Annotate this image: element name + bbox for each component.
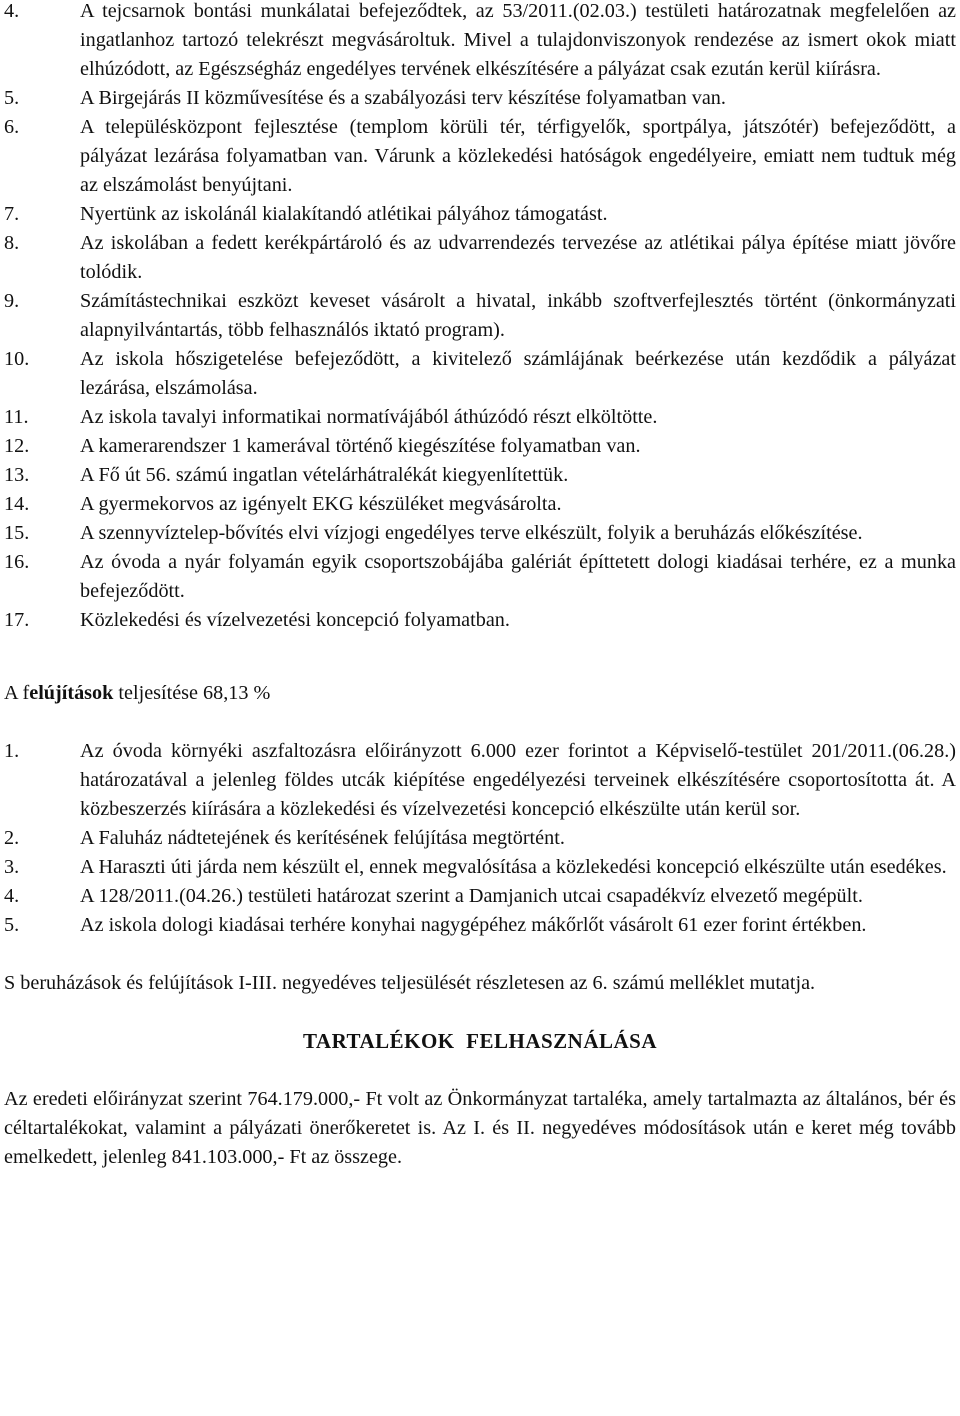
item-number: 3. [4, 856, 20, 878]
item-number: 6. [4, 116, 20, 138]
renovation-heading-bold: elújítások [29, 682, 114, 704]
list-item [4, 229, 956, 287]
item-text: Az iskola tavalyi informatikai normatívájából áthúzódó részt elköltötte. [80, 406, 658, 428]
renovation-heading [4, 679, 956, 708]
item-text: A Faluház nádtetejének és kerítésének felújítása megtörtént. [80, 827, 565, 849]
item-text: Az iskolában a fedett kerékpártároló és az udvarrendezés tervezése az atlétikai pálya építése miatt jövőre tolódik. [80, 232, 956, 283]
item-number: 7. [4, 203, 20, 225]
list-item [4, 824, 956, 853]
list-item [4, 548, 956, 606]
item-text: Nyertünk az iskolánál kialakítandó atlétikai pályához támogatást. [80, 203, 608, 225]
renovation-heading-prefix: A f [4, 682, 30, 704]
item-number: 13. [4, 464, 30, 486]
list-item [4, 0, 956, 84]
item-text: A településközpont fejlesztése (templom körüli tér, térfigyelők, sportpálya, játszótér) befejeződött, a pályázat lezárása folyamatban van. Várunk a közlekedési hatóságok engedélyeire, emiatt nem tudtuk még az elszámolást benyújtani. [80, 116, 956, 196]
item-number: 4. [4, 885, 20, 907]
list-item [4, 519, 956, 548]
item-number: 17. [4, 609, 30, 631]
spacer [4, 998, 956, 1027]
list-item [4, 461, 956, 490]
item-text: A Birgejárás II közművesítése és a szabályozási terv készítése folyamatban van. [80, 87, 726, 109]
item-number: 15. [4, 522, 30, 544]
item-number: 9. [4, 290, 20, 312]
spacer [4, 1056, 956, 1085]
list-item [4, 84, 956, 113]
item-text: Közlekedési és vízelvezetési koncepció folyamatban. [80, 609, 510, 631]
item-text: A tejcsarnok bontási munkálatai befejeződtek, az 53/2011.(02.03.) testületi határozatnak megfelelően az ingatlanhoz tartozó telekrészt megvásároltuk. Mivel a tulajdonviszonyok rendezése az ismert okok miatt elhúzódott, az Egészségház engedélyes tervének elkészítésére a pályázat csak ezután kerül kiírásra. [80, 0, 956, 80]
spacer [4, 708, 956, 737]
spacer [4, 940, 956, 969]
list-item [4, 403, 956, 432]
item-number: 14. [4, 493, 30, 515]
list-item [4, 911, 956, 940]
item-text: Az óvoda környéki aszfaltozásra előirányzott 6.000 ezer forintot a Képviselő-testület 201/2011.(06.28.) határozatával a jelenleg földes utcák kiépítése engedélyezési terveinek elkészítésére csoportosította át. A közbeszerzés kiírására a közlekedési és vízelvezetési koncepció elkészülte után kerül sor. [80, 740, 956, 820]
list-item [4, 490, 956, 519]
item-text: A gyermekorvos az igényelt EKG készüléket megvásárolta. [80, 493, 562, 515]
reserves-paragraph: Az eredeti előirányzat szerint 764.179.000,- Ft volt az Önkormányzat tartaléka, amely tartalmazta az általános, bér és céltartalékokat, valamint a pályázati önerőkeretet is. Az I. és II. negyedéves módosítások után e keret még tovább emelkedett, jelenleg 841.103.000,- Ft az összege. [4, 1088, 956, 1168]
item-text: A szennyvíztelep-bővítés elvi vízjogi engedélyes terve elkészült, folyik a beruházás előkészítése. [80, 522, 863, 544]
list-item [4, 345, 956, 403]
spacer [4, 635, 956, 679]
document-page [4, 0, 956, 1172]
item-number: 8. [4, 232, 20, 254]
item-number: 11. [4, 406, 29, 428]
item-number: 4. [4, 0, 20, 22]
item-text: A kamerarendszer 1 kamerával történő kiegészítése folyamatban van. [80, 435, 641, 457]
list-item [4, 606, 956, 635]
list-item [4, 287, 956, 345]
item-number: 2. [4, 827, 20, 849]
list-item [4, 737, 956, 824]
renovation-heading-suffix: teljesítése 68,13 % [113, 682, 271, 704]
item-text: Az iskola hőszigetelése befejeződött, a kivitelező számlájának beérkezése után kezdődik a pályázat lezárása, elszámolása. [80, 348, 956, 399]
item-text: A Fő út 56. számú ingatlan vételárhátralékát kiegyenlítettük. [80, 464, 569, 486]
item-text: Számítástechnikai eszközt keveset vásárolt a hivatal, inkább szoftverfejlesztés történt (önkormányzati alapnyilvántartás, több felhasználós iktató program). [80, 290, 956, 341]
item-text: A Haraszti úti járda nem készült el, ennek megvalósítása a közlekedési koncepció elkészülte után esedékes. [80, 856, 947, 878]
list-item [4, 432, 956, 461]
list-item [4, 113, 956, 200]
investments-list [4, 0, 956, 635]
item-number: 12. [4, 435, 30, 457]
item-number: 5. [4, 914, 20, 936]
item-text: A 128/2011.(04.26.) testületi határozat szerint a Damjanich utcai csapadékvíz elvezető megépült. [80, 885, 863, 907]
item-number: 16. [4, 551, 30, 573]
list-item [4, 853, 956, 882]
summary-paragraph: S beruházások és felújítások I-III. negyedéves teljesülését részletesen az 6. számú melléklet mutatja. [4, 972, 816, 994]
item-text: Az iskola dologi kiadásai terhére konyhai nagygépéhez mákőrlőt vásárolt 61 ezer forint értékben. [80, 914, 867, 936]
item-number: 5. [4, 87, 20, 109]
item-number: 10. [4, 348, 30, 370]
item-number: 1. [4, 740, 20, 762]
reserves-heading: TARTALÉKOK FELHASZNÁLÁSA [302, 1029, 658, 1053]
renovations-list [4, 737, 956, 940]
item-text: Az óvoda a nyár folyamán egyik csoportszobájába galériát építtetett dologi kiadásai terhére, ez a munka befejeződött. [80, 551, 956, 602]
list-item [4, 882, 956, 911]
list-item [4, 200, 956, 229]
